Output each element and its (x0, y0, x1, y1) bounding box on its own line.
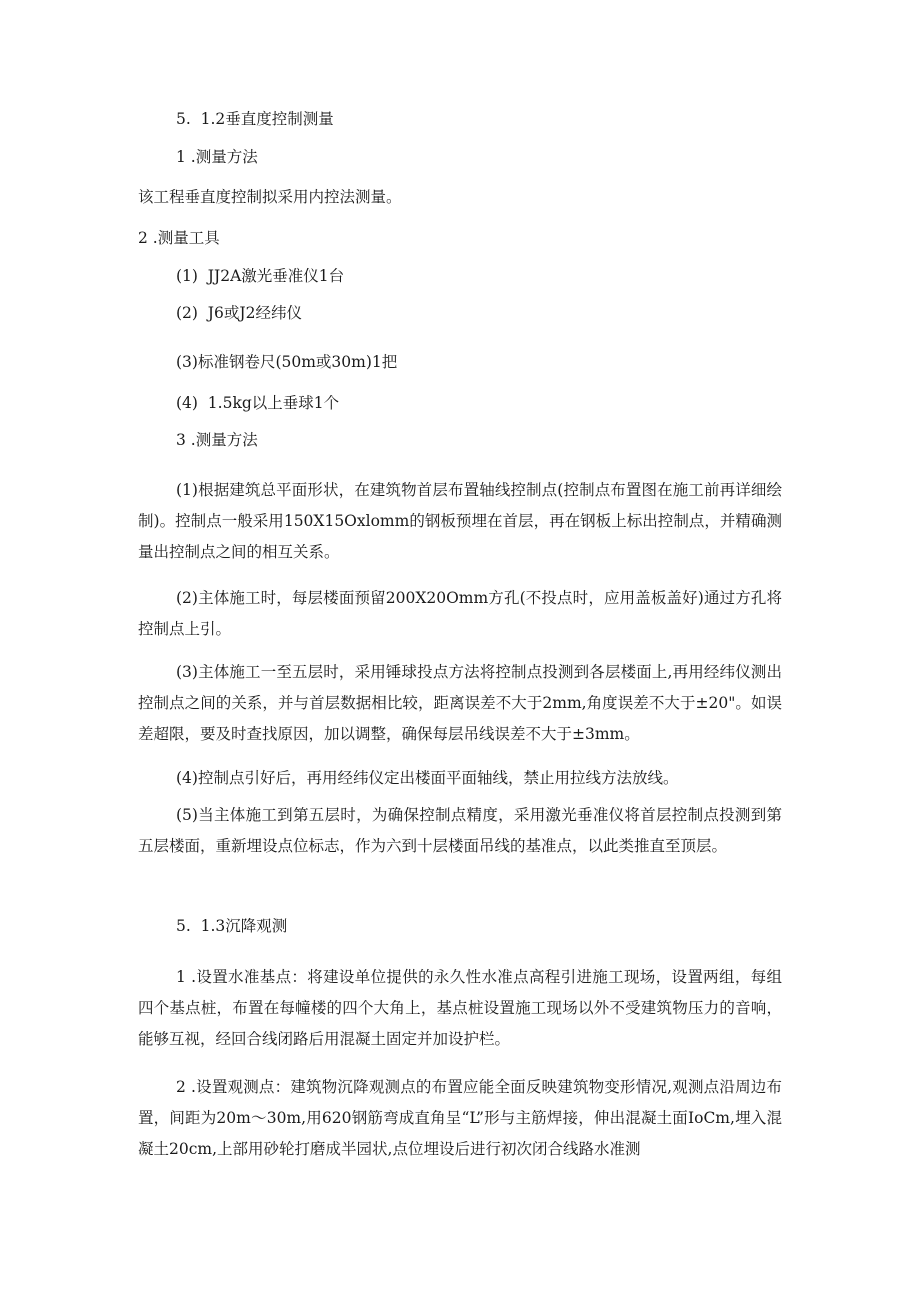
method-paragraph: (5)当主体施工到第五层时，为确保控制点精度，采用激光垂准仪将首层控制点投测到第五层楼面，重新埋设点位标志，作为六到十层楼面吊线的基准点，以此类推直至顶层。 (138, 806, 782, 855)
tool-item: (2) J6或J2经纬仪 (176, 304, 302, 322)
settlement-paragraph: 2 .设置观测点：建筑物沉降观测点的布置应能全面反映建筑物变形情况,观测点沿周边布置，间距为20m～30m,用620钢筋弯成直角呈“L”形与主筋焊接，伸出混凝土面IoCm,埋入混凝土20cm,上部用砂轮打磨成半园状,点位埋设后进行初次闭合线路水准测 (138, 1078, 782, 1158)
subheading-measurement-method: 1 .测量方法 (176, 148, 258, 166)
method-paragraph: (2)主体施工时，每层楼面预留200X20Omm方孔(不投点时，应用盖板盖好)通过方孔将控制点上引。 (138, 589, 782, 638)
tool-item: (3)标准钢卷尺(50m或30m)1把 (176, 353, 398, 371)
method-paragraph: (1)根据建筑总平面形状，在建筑物首层布置轴线控制点(控制点布置图在施工前再详细绘制)。控制点一般采用150X15Oxlomm的钢板预埋在首层，再在钢板上标出控制点，并精确测量出控制点之间的相互关系。 (138, 481, 782, 561)
section-heading-5-1-3: 5. 1.3沉降观测 (176, 917, 288, 935)
section-heading-5-1-2: 5. 1.2垂直度控制测量 (176, 110, 334, 128)
subheading-measurement-method-3: 3 .测量方法 (176, 431, 258, 449)
method-paragraph: (4)控制点引好后，再用经纬仪定出楼面平面轴线，禁止用拉线方法放线。 (176, 769, 679, 787)
subheading-measurement-tools: 2 .测量工具 (138, 229, 220, 247)
method-text: 该工程垂直度控制拟采用内控法测量。 (138, 188, 402, 206)
tool-item: (1) JJ2A激光垂准仪1台 (176, 267, 345, 285)
tool-item: (4) 1.5kg以上垂球1个 (176, 394, 340, 412)
method-paragraph: (3)主体施工一至五层时，采用锤球投点方法将控制点投测到各层楼面上,再用经纬仪测出控制点之间的关系，并与首层数据相比较，距离误差不大于2mm,角度误差不大于±20"。如误差超限，要及时查找原因，加以调整，确保每层吊线误差不大于±3mm。 (138, 663, 782, 743)
settlement-paragraph: 1 .设置水准基点：将建设单位提供的永久性水准点高程引进施工现场，设置两组，每组四个基点桩，布置在每幢楼的四个大角上，基点桩设置施工现场以外不受建筑物压力的音响，能够互视，经回合线闭路后用混凝土固定并加设护栏。 (138, 968, 782, 1048)
